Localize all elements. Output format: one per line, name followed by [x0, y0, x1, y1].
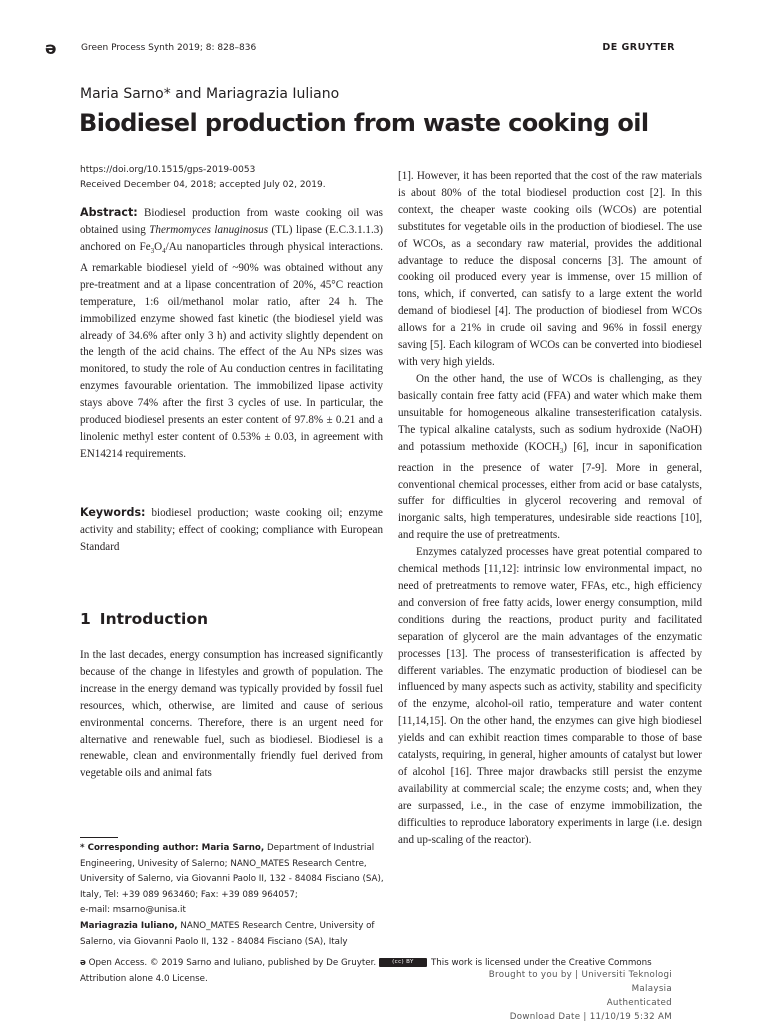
authenticated: Authenticated	[606, 998, 672, 1008]
authors: Maria Sarno* and Mariagrazia Iuliano	[80, 86, 340, 102]
article-title: Biodiesel production from waste cooking oil	[79, 109, 649, 137]
abstract-text-3: /Au nanoparticles through physical interactions. A remarkable biodiesel yield of ~90% was obtained without any pre-treatment and at a lipase concentration of 20%, 45°C reaction temperature, 1:6 oil/methanol molar ratio, after 24 h. The immobilized enzyme showed fast kinetic (the biodiesel yield was already of 34.6% after only 3 h) and activity slightly dependent on the length of the acid chains. The effect of the Au NPs sizes was monitored, to study the role of Au conduction centres in facilitating enzymes favourable orientation. The immobilized lipase activity stays above 74% after the first 3 cycles of use. In particular, the produced biodiesel presents an ester content of 97.8% ± 0.21 and a linolenic methyl ester content of 0.53% ± 0.03, in agreement with EN14214 requirements.	[80, 240, 383, 460]
brought-to-you-by: Brought to you by | Universiti Teknologi Malaysia	[488, 970, 672, 994]
license-text-line2: Attribution alone 4.0 License.	[80, 974, 208, 984]
right-paragraph-3: Enzymes catalyzed processes have great potential compared to chemical methods [11,12]: intrinsic low environmental impact, no need of pretreatments to remove water, FFAs, etc., high efficiency and conversion of free fatty acids, lower energy consumption, mild conditions during the reactions, product purity and facilitated separation of glycerol are the main advantages of the enzymatic processes [13]. The process of transesterification is affected by different variables. The enzymatic production of biodiesel can be influenced by many aspects such as activity, stability and specificity of the enzyme, alcohol-oil ratio, temperature and water content [11,14,15]. On the other hand, the enzymes can give high biodiesel yields and can exhibit reaction times comparable to those of base catalysts, requiring, in general, higher amounts of catalyst but lower of alcohol [16]. Three major drawbacks still persist the enzyme availability at commercial scale; the enzyme costs; and, when they are surpassed, i.e., in the case of enzyme immobilization, the difficulties to reproduce laboratory experiments in large (i.e. design and up-scaling of the reactor).	[398, 546, 702, 846]
cc-by-badge-icon[interactable]: (cc) BY	[379, 958, 427, 967]
corresponding-author-affiliation: Department of Industrial Engineering, Univesity of Salerno; NANO_MATES Research Centre, University of Salerno, via Giovanni Paolo II, 132 - 84084 Fisciano (SA), Italy, Tel: +39 089 963460; Fax: +39 089 964057;	[80, 843, 384, 900]
running-header	[45, 39, 675, 59]
keywords-text: biodiesel production; waste cooking oil; enzyme activity and stability; effect of cooking; compliance with European Standard	[80, 507, 383, 553]
footnote-rule	[80, 837, 118, 838]
intro-left-column	[80, 647, 383, 782]
license-text-left: Open Access. © 2019 Sarno and Iuliano, published by De Gruyter.	[85, 958, 377, 968]
second-author-label: Mariagrazia Iuliano,	[80, 920, 178, 931]
abstract-label: Abstract:	[80, 206, 138, 219]
right-paragraph-2: On the other hand, the use of WCOs is challenging, as they basically contain free fatty acid (FFA) and water which make them unsuitable for homogeneous alkaline transesterification catalysis. The typical alkaline catalysts, such as sodium hydroxide (NaOH) and potassium methoxide $(KOCH_3)$ [6], incur in saponification reaction in the presence of water [7-9]. More in general, conventional chemical processes, either from acid or base catalysts, suffer for difficulties in glycerol recovering and removal of inorganic salts, high temperatures, undesirable side reactions [10], and require the use of pretreatments.	[398, 372, 702, 542]
publisher-name: DE GRUYTER	[602, 42, 675, 53]
abstract-oxygen: O	[154, 240, 163, 253]
right-column	[398, 168, 702, 848]
article-meta	[80, 163, 326, 193]
keywords-label: Keywords:	[80, 506, 146, 519]
journal-citation: Green Process Synth 2019; 8: 828–836	[81, 43, 257, 53]
abstract-sub-1: 3	[150, 247, 155, 256]
received-dates: Received December 04, 2018; accepted July 02, 2019.	[80, 180, 326, 190]
keywords	[80, 505, 383, 556]
abstract-text-2: (TL) lipase (E.C.3.1.1.3) anchored on Fe	[80, 223, 383, 253]
abstract-text-1: Biodiesel production from waste cooking oil was obtained using	[80, 207, 383, 236]
license-oa-icon: ə	[80, 958, 86, 968]
access-stamp	[448, 968, 672, 1024]
right-paragraph-1: [1]. However, it has been reported that the cost of the raw materials is about 80% of the total biodiesel production cost [2]. In this context, the cheaper waste cooking oils (WCOs) are potential substitutes for vegetable oils in the production of biodiesel. The use of WCOs, as a secondary raw material, provides the additional advantage to reduce the disposal concerns [3]. The amount of cooking oil produced every year is immense, over 15 million of tons, which, if converted, can satisfy to a large extent the world demand of biodiesel [4]. The production of biodiesel from WCOs allows for a 21% in crude oil saving and 96% in fossil energy saving [5]. Each kilogram of WCOs can be converted into biodiesel with very high yields.	[398, 170, 702, 368]
footnote	[80, 841, 385, 950]
abstract-sub-2: 4	[162, 247, 166, 256]
section-title: Introduction	[99, 610, 209, 628]
download-date: Download Date | 11/10/19 5:32 AM	[509, 1012, 672, 1022]
doi-link[interactable]: https://doi.org/10.1515/gps-2019-0053	[80, 165, 256, 175]
section-number: 1	[80, 610, 91, 628]
corresponding-author-label: * Corresponding author: Maria Sarno,	[80, 843, 265, 853]
section-heading	[80, 608, 208, 630]
corresponding-email[interactable]: e-mail: msarno@unisa.it	[80, 905, 186, 916]
intro-paragraph-1: In the last decades, energy consumption has increased significantly because of the change in lifestyles and growth of population. The increase in the energy demand was typically provided by fossil fuel resources, which, otherwise, are limited and cause of serious environmental concerns. Therefore, there is an urgent need for alternative and renewable fuel, such as biodiesel. Biodiesel is a renewable, clean and environmentally friendly fuel derived from vegetable oils and animal fats	[80, 649, 383, 780]
open-access-icon: ə	[45, 39, 57, 59]
koch-subscript: 3	[559, 446, 564, 455]
abstract-species: Thermomyces lanuginosus	[149, 223, 269, 236]
license-text-right: This work is licensed under the Creative Commons	[430, 958, 652, 968]
second-author-affiliation: NANO_MATES Research Centre, University of Salerno, via Giovanni Paolo II, 132 - 84084 Fisciano (SA), Italy	[80, 920, 375, 947]
abstract	[80, 205, 383, 463]
